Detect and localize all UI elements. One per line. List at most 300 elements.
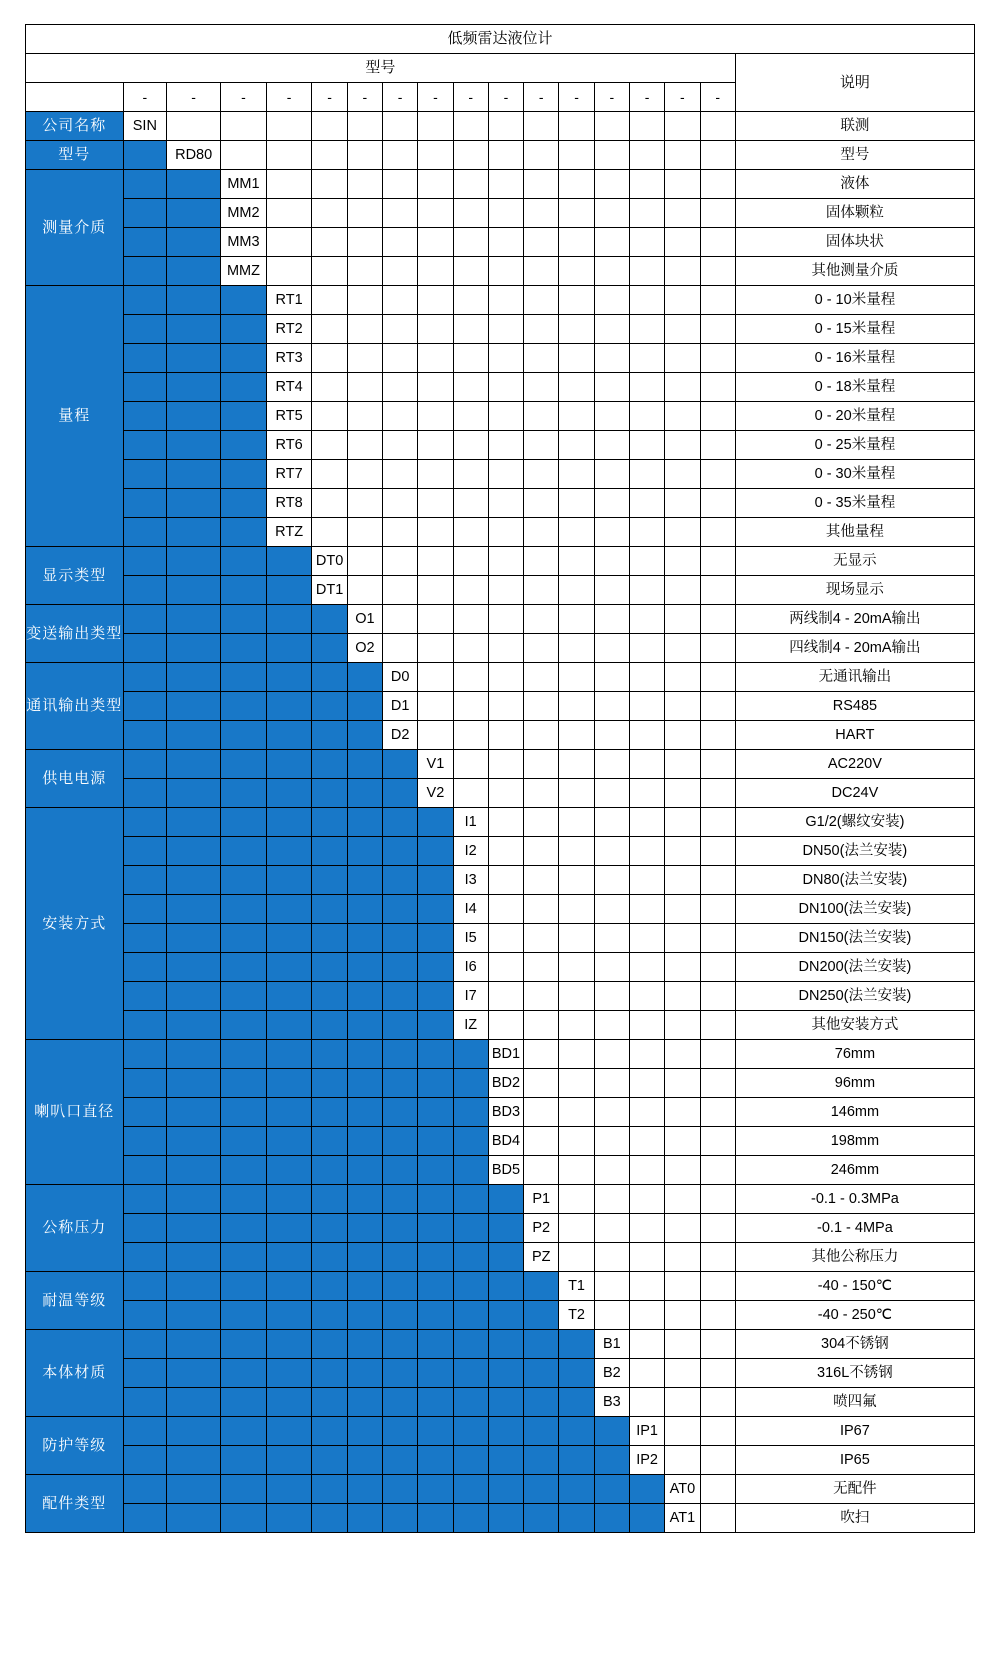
filled-cell <box>312 953 347 982</box>
empty-cell <box>488 924 523 953</box>
option-code[interactable]: RT2 <box>266 315 312 344</box>
empty-cell <box>629 1301 664 1330</box>
empty-cell <box>629 1156 664 1185</box>
empty-cell <box>453 402 488 431</box>
empty-cell <box>594 1243 629 1272</box>
empty-cell <box>559 1243 594 1272</box>
option-code[interactable]: P1 <box>524 1185 559 1214</box>
empty-cell <box>488 170 523 199</box>
empty-cell <box>418 460 453 489</box>
option-code[interactable]: P2 <box>524 1214 559 1243</box>
empty-cell <box>594 373 629 402</box>
filled-cell <box>167 1011 221 1040</box>
empty-cell <box>629 1359 664 1388</box>
empty-cell <box>524 1069 559 1098</box>
filled-cell <box>123 518 167 547</box>
empty-cell <box>488 953 523 982</box>
empty-cell <box>418 344 453 373</box>
filled-cell <box>221 982 267 1011</box>
option-code[interactable]: BD3 <box>488 1098 523 1127</box>
filled-cell <box>488 1359 523 1388</box>
option-code[interactable]: DT0 <box>312 547 347 576</box>
filled-cell <box>123 808 167 837</box>
empty-cell <box>453 112 488 141</box>
filled-cell <box>629 1504 664 1533</box>
filled-cell <box>312 1156 347 1185</box>
empty-cell <box>347 518 382 547</box>
option-description: -0.1 - 4MPa <box>735 1214 974 1243</box>
empty-cell <box>700 837 735 866</box>
filled-cell <box>524 1504 559 1533</box>
empty-cell <box>453 286 488 315</box>
empty-cell <box>383 315 418 344</box>
filled-cell <box>123 1504 167 1533</box>
filled-cell <box>167 199 221 228</box>
empty-cell <box>524 634 559 663</box>
table-row <box>26 982 975 1011</box>
option-description: 246mm <box>735 1156 974 1185</box>
option-code[interactable]: IP2 <box>629 1446 664 1475</box>
filled-cell <box>266 547 312 576</box>
empty-cell <box>347 547 382 576</box>
option-code[interactable]: BD5 <box>488 1156 523 1185</box>
filled-cell <box>167 170 221 199</box>
table-row <box>26 1388 975 1417</box>
option-code[interactable]: AT0 <box>665 1475 700 1504</box>
empty-cell <box>665 1156 700 1185</box>
empty-cell <box>312 518 347 547</box>
filled-cell <box>167 692 221 721</box>
empty-cell <box>453 315 488 344</box>
filled-cell <box>418 1040 453 1069</box>
option-code[interactable]: RT6 <box>266 431 312 460</box>
option-code[interactable]: I1 <box>453 808 488 837</box>
empty-cell <box>524 692 559 721</box>
empty-cell <box>700 692 735 721</box>
option-code[interactable]: BD4 <box>488 1127 523 1156</box>
empty-cell <box>629 547 664 576</box>
model-code-separator: - <box>418 83 453 112</box>
table-row <box>26 112 975 141</box>
filled-cell <box>383 866 418 895</box>
filled-cell <box>347 1359 382 1388</box>
option-code[interactable]: I6 <box>453 953 488 982</box>
filled-cell <box>347 1185 382 1214</box>
filled-cell <box>123 837 167 866</box>
empty-cell <box>524 895 559 924</box>
empty-cell <box>559 1185 594 1214</box>
option-code[interactable]: RT8 <box>266 489 312 518</box>
filled-cell <box>221 489 267 518</box>
empty-cell <box>312 257 347 286</box>
empty-cell <box>594 460 629 489</box>
table-row <box>26 1475 975 1504</box>
option-code[interactable]: RT1 <box>266 286 312 315</box>
model-code-separator: - <box>488 83 523 112</box>
empty-cell <box>559 1069 594 1098</box>
empty-cell <box>347 199 382 228</box>
option-description: 76mm <box>735 1040 974 1069</box>
option-code[interactable]: MM3 <box>221 228 267 257</box>
empty-cell <box>700 170 735 199</box>
empty-cell <box>594 576 629 605</box>
group-label: 显示类型 <box>26 547 124 605</box>
filled-cell <box>383 1417 418 1446</box>
empty-cell <box>700 547 735 576</box>
empty-cell <box>559 373 594 402</box>
table-row <box>26 953 975 982</box>
option-description: 无通讯输出 <box>735 663 974 692</box>
filled-cell <box>418 1301 453 1330</box>
filled-cell <box>266 1127 312 1156</box>
option-code[interactable]: MM2 <box>221 199 267 228</box>
option-code[interactable]: O1 <box>347 605 382 634</box>
empty-cell <box>383 141 418 170</box>
option-description: 146mm <box>735 1098 974 1127</box>
filled-cell <box>312 1330 347 1359</box>
empty-cell <box>266 141 312 170</box>
model-code-separator: - <box>167 83 221 112</box>
empty-cell <box>488 634 523 663</box>
filled-cell <box>167 895 221 924</box>
filled-cell <box>221 1359 267 1388</box>
filled-cell <box>524 1388 559 1417</box>
filled-cell <box>123 634 167 663</box>
option-code[interactable]: MM1 <box>221 170 267 199</box>
filled-cell <box>266 1330 312 1359</box>
model-code-separator: - <box>594 83 629 112</box>
option-code[interactable]: RT5 <box>266 402 312 431</box>
empty-cell <box>594 141 629 170</box>
table-row <box>26 141 975 170</box>
filled-cell <box>312 750 347 779</box>
option-code[interactable]: DT1 <box>312 576 347 605</box>
header-row <box>26 54 975 83</box>
option-code[interactable]: I4 <box>453 895 488 924</box>
empty-cell <box>700 1185 735 1214</box>
filled-cell <box>488 1243 523 1272</box>
empty-cell <box>665 866 700 895</box>
empty-cell <box>524 1040 559 1069</box>
empty-cell <box>629 721 664 750</box>
empty-cell <box>488 779 523 808</box>
filled-cell <box>347 1301 382 1330</box>
filled-cell <box>123 1011 167 1040</box>
option-code[interactable]: V1 <box>418 750 453 779</box>
model-code-separator: - <box>347 83 382 112</box>
empty-cell <box>700 489 735 518</box>
filled-cell <box>524 1301 559 1330</box>
empty-cell <box>347 460 382 489</box>
empty-cell <box>347 141 382 170</box>
filled-cell <box>383 808 418 837</box>
empty-cell <box>665 141 700 170</box>
empty-cell <box>524 460 559 489</box>
empty-cell <box>383 634 418 663</box>
option-code[interactable]: O2 <box>347 634 382 663</box>
filled-cell <box>312 1185 347 1214</box>
filled-cell <box>347 1040 382 1069</box>
filled-cell <box>123 286 167 315</box>
group-label: 量程 <box>26 286 124 547</box>
filled-cell <box>266 982 312 1011</box>
filled-cell <box>524 1475 559 1504</box>
filled-cell <box>383 1040 418 1069</box>
empty-cell <box>700 576 735 605</box>
filled-cell <box>221 1011 267 1040</box>
empty-cell <box>700 1243 735 1272</box>
filled-cell <box>347 1098 382 1127</box>
filled-cell <box>221 547 267 576</box>
empty-cell <box>665 1272 700 1301</box>
filled-cell <box>167 1098 221 1127</box>
option-code[interactable]: T1 <box>559 1272 594 1301</box>
empty-cell <box>700 953 735 982</box>
filled-cell <box>167 547 221 576</box>
empty-cell <box>488 663 523 692</box>
filled-cell <box>167 721 221 750</box>
filled-cell <box>167 1272 221 1301</box>
filled-cell <box>167 1475 221 1504</box>
filled-cell <box>123 373 167 402</box>
empty-cell <box>629 1272 664 1301</box>
filled-cell <box>123 576 167 605</box>
filled-cell <box>266 750 312 779</box>
empty-cell <box>524 953 559 982</box>
filled-cell <box>221 1156 267 1185</box>
empty-cell <box>418 576 453 605</box>
option-code[interactable]: MMZ <box>221 257 267 286</box>
option-code[interactable]: RTZ <box>266 518 312 547</box>
empty-cell <box>524 344 559 373</box>
option-code[interactable]: BD1 <box>488 1040 523 1069</box>
empty-cell <box>700 1475 735 1504</box>
filled-cell <box>524 1359 559 1388</box>
option-description: 固体块状 <box>735 228 974 257</box>
filled-cell <box>266 663 312 692</box>
empty-cell <box>665 257 700 286</box>
group-label: 通讯输出类型 <box>26 663 124 750</box>
model-code-separator: - <box>383 83 418 112</box>
empty-cell <box>488 1011 523 1040</box>
table-row <box>26 634 975 663</box>
group-label: 变送输出类型 <box>26 605 124 663</box>
filled-cell <box>383 1330 418 1359</box>
table-row <box>26 1301 975 1330</box>
empty-cell <box>488 315 523 344</box>
option-description: -40 - 150℃ <box>735 1272 974 1301</box>
empty-cell <box>418 489 453 518</box>
option-description: DN50(法兰安装) <box>735 837 974 866</box>
option-code[interactable]: IZ <box>453 1011 488 1040</box>
empty-cell <box>453 228 488 257</box>
empty-cell <box>524 431 559 460</box>
empty-cell <box>629 431 664 460</box>
empty-cell <box>700 750 735 779</box>
filled-cell <box>123 402 167 431</box>
option-description: 液体 <box>735 170 974 199</box>
option-code[interactable]: IP1 <box>629 1417 664 1446</box>
table-row <box>26 866 975 895</box>
empty-cell <box>312 489 347 518</box>
option-code[interactable]: RT7 <box>266 460 312 489</box>
table-row <box>26 1098 975 1127</box>
option-description: HART <box>735 721 974 750</box>
option-code[interactable]: I3 <box>453 866 488 895</box>
empty-cell <box>312 199 347 228</box>
table-row <box>26 460 975 489</box>
empty-cell <box>488 402 523 431</box>
option-code[interactable]: BD2 <box>488 1069 523 1098</box>
filled-cell <box>123 663 167 692</box>
empty-cell <box>312 431 347 460</box>
empty-cell <box>559 141 594 170</box>
option-code[interactable]: I5 <box>453 924 488 953</box>
filled-cell <box>221 518 267 547</box>
filled-cell <box>123 1098 167 1127</box>
filled-cell <box>266 1243 312 1272</box>
table-row <box>26 402 975 431</box>
empty-cell <box>524 1098 559 1127</box>
empty-cell <box>488 373 523 402</box>
empty-cell <box>418 112 453 141</box>
filled-cell <box>312 1301 347 1330</box>
filled-cell <box>347 1243 382 1272</box>
option-code[interactable]: B1 <box>594 1330 629 1359</box>
option-code[interactable]: V2 <box>418 779 453 808</box>
filled-cell <box>167 1388 221 1417</box>
empty-cell <box>629 895 664 924</box>
option-description: IP65 <box>735 1446 974 1475</box>
empty-cell <box>700 1417 735 1446</box>
option-code[interactable]: B3 <box>594 1388 629 1417</box>
model-code-separator: - <box>665 83 700 112</box>
filled-cell <box>123 1475 167 1504</box>
filled-cell <box>167 605 221 634</box>
empty-cell <box>347 402 382 431</box>
empty-cell <box>559 112 594 141</box>
filled-cell <box>221 373 267 402</box>
empty-cell <box>665 1185 700 1214</box>
filled-cell <box>123 692 167 721</box>
empty-cell <box>453 489 488 518</box>
empty-cell <box>418 721 453 750</box>
empty-cell <box>383 199 418 228</box>
empty-cell <box>453 431 488 460</box>
option-code[interactable]: RD80 <box>167 141 221 170</box>
empty-cell <box>594 199 629 228</box>
empty-cell <box>700 431 735 460</box>
filled-cell <box>383 1243 418 1272</box>
filled-cell <box>347 692 382 721</box>
filled-cell <box>312 866 347 895</box>
filled-cell <box>167 1417 221 1446</box>
option-code[interactable]: RT3 <box>266 344 312 373</box>
empty-cell <box>665 286 700 315</box>
empty-cell <box>665 808 700 837</box>
filled-cell <box>167 837 221 866</box>
filled-cell <box>347 953 382 982</box>
table-row <box>26 721 975 750</box>
empty-cell <box>312 373 347 402</box>
filled-cell <box>123 750 167 779</box>
option-code[interactable]: D2 <box>383 721 418 750</box>
filled-cell <box>453 1069 488 1098</box>
option-code[interactable]: I7 <box>453 982 488 1011</box>
empty-cell <box>700 402 735 431</box>
empty-cell <box>665 924 700 953</box>
option-code[interactable]: PZ <box>524 1243 559 1272</box>
filled-cell <box>123 1330 167 1359</box>
empty-cell <box>524 866 559 895</box>
filled-cell <box>167 431 221 460</box>
filled-cell <box>312 634 347 663</box>
empty-cell <box>559 982 594 1011</box>
filled-cell <box>312 1388 347 1417</box>
option-code[interactable]: B2 <box>594 1359 629 1388</box>
empty-cell <box>559 866 594 895</box>
model-header: 型号 <box>26 54 736 83</box>
empty-cell <box>629 112 664 141</box>
group-label: 型号 <box>26 141 124 170</box>
description-header: 说明 <box>735 54 974 112</box>
empty-cell <box>418 605 453 634</box>
empty-cell <box>665 518 700 547</box>
filled-cell <box>221 1475 267 1504</box>
filled-cell <box>488 1388 523 1417</box>
filled-cell <box>347 1214 382 1243</box>
empty-cell <box>418 141 453 170</box>
filled-cell <box>453 1359 488 1388</box>
empty-cell <box>700 605 735 634</box>
filled-cell <box>266 779 312 808</box>
empty-cell <box>665 431 700 460</box>
option-code[interactable]: D1 <box>383 692 418 721</box>
filled-cell <box>629 1475 664 1504</box>
option-code[interactable]: SIN <box>123 112 167 141</box>
filled-cell <box>347 1127 382 1156</box>
empty-cell <box>453 547 488 576</box>
option-code[interactable]: AT1 <box>665 1504 700 1533</box>
empty-cell <box>383 576 418 605</box>
empty-cell <box>453 170 488 199</box>
filled-cell <box>559 1359 594 1388</box>
empty-cell <box>418 257 453 286</box>
option-description: G1/2(螺纹安装) <box>735 808 974 837</box>
option-code[interactable]: T2 <box>559 1301 594 1330</box>
option-description: 四线制4 - 20mA输出 <box>735 634 974 663</box>
filled-cell <box>123 1359 167 1388</box>
empty-cell <box>418 315 453 344</box>
filled-cell <box>221 721 267 750</box>
option-code[interactable]: D0 <box>383 663 418 692</box>
filled-cell <box>347 1069 382 1098</box>
empty-cell <box>559 1127 594 1156</box>
empty-cell <box>453 692 488 721</box>
filled-cell <box>167 779 221 808</box>
filled-cell <box>418 982 453 1011</box>
empty-cell <box>347 257 382 286</box>
empty-cell <box>594 489 629 518</box>
empty-cell <box>383 431 418 460</box>
empty-cell <box>383 228 418 257</box>
filled-cell <box>266 1446 312 1475</box>
filled-cell <box>312 721 347 750</box>
option-code[interactable]: I2 <box>453 837 488 866</box>
filled-cell <box>418 895 453 924</box>
option-code[interactable]: RT4 <box>266 373 312 402</box>
filled-cell <box>167 518 221 547</box>
